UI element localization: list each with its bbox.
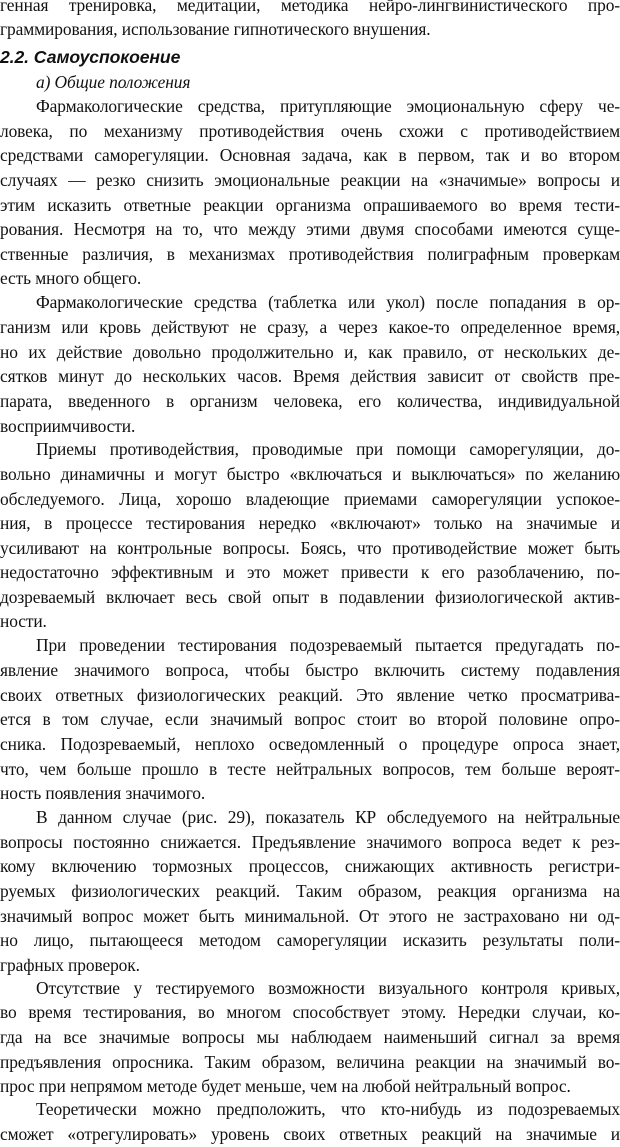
text-line: обследуемого. Лица, хорошо владеющие приемами саморегуляции успокое- (0, 489, 620, 509)
text-line: рования. Несмотря на то, что между этими двумя способами имеются суще- (0, 219, 620, 239)
text-line: восприимчивости. (0, 416, 136, 436)
text-line: во время тестирования, во многом способствует этому. Нередки случаи, ко- (0, 1002, 620, 1022)
paragraph-first-line: Отсутствие у тестируемого возможности визуального контроля кривых, (36, 978, 620, 998)
text-line: этим исказить ответные реакции организма опрашиваемого во время тести- (0, 195, 620, 215)
text-line: сятков минут до нескольких часов. Время действия зависит от свойств пре- (0, 366, 620, 386)
text-line: ется в том случае, если значимый вопрос стоит во второй половине опро- (0, 709, 620, 729)
text-line: дозреваемый включает весь свой опыт в подавлении физиологической актив- (0, 587, 620, 607)
text-line: графных проверок. (0, 955, 140, 975)
text-line: что, чем больше прошло в тесте нейтральных вопросов, тем больше вероят- (0, 759, 620, 779)
text-line: но их действие довольно продолжительно и, как правило, от нескольких де- (0, 342, 620, 362)
text-line: кому включению тормозных процессов, снижающих активность регистри- (0, 856, 620, 876)
text-line: граммирования, использование гипнотического внушения. (0, 19, 431, 39)
paragraph-first-line: Фармакологические средства, притупляющие эмоциональную сферу че- (36, 96, 620, 116)
paragraph-first-line: Фармакологические средства (таблетка или укол) после попадания в ор- (36, 292, 620, 312)
paragraph-first-line: В данном случае (рис. 29), показатель КР обследуемого на нейтральные (36, 807, 620, 827)
text-line: но лицо, пытающееся методом саморегуляции исказить результаты поли- (0, 930, 620, 950)
text-line: ния, в процессе тестирования нередко «включают» только на значимые и (0, 513, 620, 533)
text-line: ловека, по механизму противодействия очень схожи с противодействием (0, 121, 620, 141)
text-line: ственные различия, в механизмах противодействия полиграфным проверкам (0, 244, 620, 264)
text-line: предъявления опросника. Таким образом, величина реакции на значимый во- (0, 1052, 620, 1072)
text-line: руемых физиологических реакций. Таким образом, реакция организма на (0, 881, 620, 901)
text-line: усиливают на контрольные вопросы. Боясь, что противодействие может быть (0, 538, 620, 558)
text-line: сника. Подозреваемый, неплохо осведомленный о процедуре опроса знает, (0, 734, 620, 754)
text-line: вольно динамичны и могут быстро «включаться и выключаться» по желанию (0, 464, 620, 484)
text-line: случаях — резко снизить эмоциональные реакции на «значимые» вопросы и (0, 170, 620, 190)
text-line: своих ответных физиологических реакций. Это явление четко просматрива- (0, 685, 620, 705)
text-line: недостаточно эффективным и это может привести к его разоблачению, по- (0, 562, 620, 582)
paragraph-first-line: Теоретически можно предположить, что кто-нибудь из подозреваемых (36, 1099, 620, 1119)
text-line: средствами саморегуляции. Основная задача, как в первом, так и во втором (0, 145, 620, 165)
text-line: ность появления значимого. (0, 783, 206, 803)
section-heading: 2.2. Самоуспокоение (0, 47, 181, 67)
text-line: значимый вопрос может быть минимальной. От этого не застраховано ни од- (0, 906, 620, 926)
text-line: вопросы постоянно снижается. Предъявление значимого вопроса ведет к рез- (0, 832, 620, 852)
text-line: прос при непрямом методе будет меньше, чем на любой нейтральный вопрос. (0, 1076, 571, 1096)
text-line: есть много общего. (0, 268, 142, 288)
text-line: ности. (0, 611, 47, 631)
text-line: ганизм или кровь действуют не сразу, а через какое-то определенное время, (0, 317, 620, 337)
text-line: парата, введенного в организм человека, его количества, индивидуальной (0, 391, 620, 411)
text-line: гда на все значимые вопросы мы наблюдаем наименьший сигнал за время (0, 1027, 620, 1047)
text-line: генная тренировка, медитации, методика нейро-лингвинистического про- (0, 0, 620, 15)
text-line: сможет «отрегулировать» уровень своих ответных реакций на значимые и (0, 1124, 620, 1144)
subsection-heading: а) Общие положения (36, 72, 191, 92)
text-line: явление значимого вопроса, чтобы быстро включить систему подавления (0, 660, 620, 680)
paragraph-first-line: Приемы противодействия, проводимые при помощи саморегуляции, до- (36, 439, 620, 459)
paragraph-first-line: При проведении тестирования подозреваемый пытается предугадать по- (36, 635, 620, 655)
